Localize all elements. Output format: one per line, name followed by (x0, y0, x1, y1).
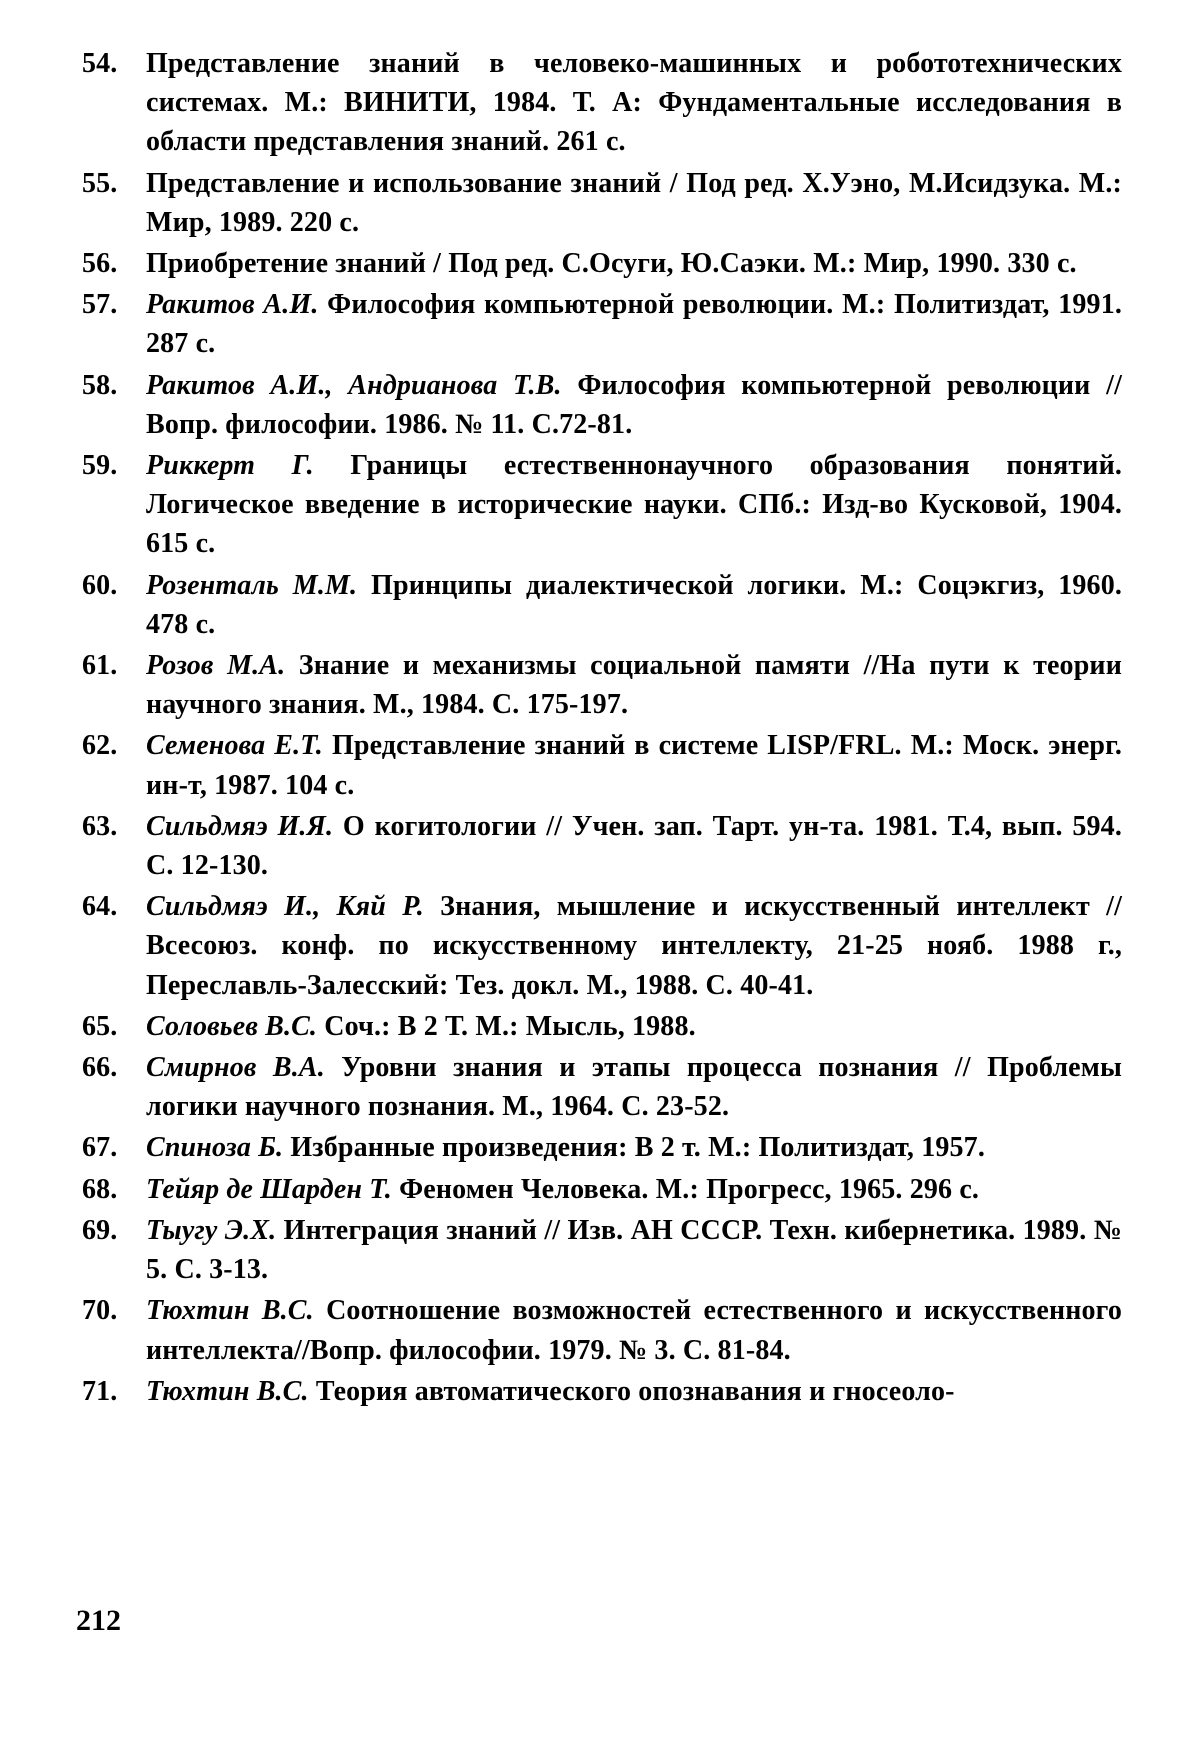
reference-author: Семенова Е.Т. (146, 730, 323, 762)
reference-number: 62. (82, 730, 118, 762)
reference-text: Приобретение знаний / Под ред. С.Осуги, Ю.Саэки. М.: Мир, 1990. 330 с. (146, 248, 1077, 280)
reference-text: Избранные произведения: В 2 т. М.: Политиздат, 1957. (290, 1132, 985, 1164)
reference-number: 63. (82, 810, 118, 842)
reference-number: 61. (82, 650, 118, 682)
reference-list (82, 44, 1122, 1413)
reference-entry (82, 366, 1122, 444)
reference-text: Уровни знания и этапы процесса познания // Проблемы логики научного познания. М., 1964. С. 23-52. (146, 1052, 1122, 1123)
reference-number: 59. (82, 450, 118, 482)
reference-text: Представление и использование знаний / Под ред. Х.Уэно, М.Исидзука. М.: Мир, 1989. 220 с. (146, 167, 1122, 238)
reference-number: 67. (82, 1132, 118, 1164)
reference-entry (82, 646, 1122, 724)
reference-text: Философия компьютерной революции. М.: Политиздат, 1991. 287 с. (146, 289, 1122, 360)
reference-text: О когитологии // Учен. зап. Тарт. ун-та. 1981. Т.4, вып. 594. С. 12-130. (146, 810, 1122, 882)
reference-text: Феномен Человека. М.: Прогресс, 1965. 296 с. (399, 1173, 980, 1205)
reference-author: Розенталь М.М. (146, 569, 358, 601)
reference-entry (82, 1007, 1122, 1046)
reference-number: 71. (82, 1375, 118, 1407)
reference-number: 60. (82, 569, 118, 601)
page-number: 212 (76, 1604, 121, 1637)
reference-author: Риккерт Г. (146, 450, 314, 482)
reference-entry (82, 1048, 1122, 1126)
reference-author: Спиноза Б. (146, 1132, 284, 1164)
reference-author: Сильдмяэ И., Кяй Р. (146, 891, 424, 923)
reference-text: Интеграция знаний // Изв. АН СССР. Техн. кибернетика. 1989. № 5. С. 3-13. (146, 1214, 1122, 1286)
reference-entry (82, 44, 1122, 162)
reference-entry (82, 1372, 1122, 1411)
reference-entry (82, 1170, 1122, 1209)
reference-text: Теория автоматического опознавания и гносеоло- (315, 1375, 955, 1407)
reference-text: Представление знаний в системе LISP/FRL. М.: Моск. энерг. ин-т, 1987. 104 с. (146, 730, 1122, 801)
reference-entry (82, 244, 1122, 283)
reference-author: Тюхтин В.С. (146, 1295, 314, 1327)
reference-entry (82, 164, 1122, 242)
reference-number: 56. (82, 248, 118, 280)
reference-text: Знания, мышление и искусственный интеллект // Всесоюз. конф. по искусственному интеллекту, 21-25 нояб. 1988 г., Переславль-Залесский: Тез. докл. М., 1988. С. 40-41. (146, 891, 1123, 1001)
reference-entry (82, 1211, 1122, 1289)
reference-number: 54. (82, 48, 118, 79)
reference-number: 66. (82, 1052, 118, 1084)
reference-author: Тюхтин В.С. (146, 1375, 309, 1407)
reference-number: 64. (82, 891, 118, 923)
reference-text: Границы естественнонаучного образования понятий. Логическое введение в исторические науки. СПб.: Изд-во Кусковой, 1904. 615 с. (146, 450, 1123, 560)
reference-number: 68. (82, 1173, 118, 1205)
reference-number: 65. (82, 1010, 118, 1042)
reference-entry (82, 1128, 1122, 1167)
reference-author: Соловьев В.С. (146, 1010, 318, 1042)
reference-entry (82, 285, 1122, 363)
reference-entry (82, 566, 1122, 644)
reference-author: Розов М.А. (146, 650, 286, 682)
reference-text: Соотношение возможностей естественного и искусственного интеллекта//Вопр. философии. 1979. № 3. С. 81-84. (146, 1295, 1123, 1366)
reference-text: Принципы диалектической логики. М.: Соцэкгиз, 1960. 478 с. (146, 569, 1122, 640)
reference-number: 58. (82, 369, 118, 401)
reference-entry (82, 726, 1122, 804)
reference-number: 57. (82, 289, 118, 321)
reference-author: Смирнов В.А. (146, 1052, 325, 1084)
reference-text: Знание и механизмы социальной памяти //На пути к теории научного знания. М., 1984. С. 175-197. (146, 650, 1122, 721)
reference-number: 69. (82, 1214, 118, 1246)
reference-entry (82, 446, 1122, 564)
reference-entry (82, 887, 1122, 1005)
reference-author: Тыугу Э.Х. (146, 1214, 277, 1246)
reference-author: Ракитов А.И. (146, 289, 319, 321)
reference-entry (82, 807, 1122, 885)
reference-text: Соч.: В 2 Т. М.: Мысль, 1988. (324, 1010, 696, 1042)
reference-author: Ракитов А.И., Андрианова Т.В. (146, 369, 562, 401)
reference-number: 55. (82, 167, 118, 199)
reference-entry (82, 1291, 1122, 1369)
reference-number: 70. (82, 1295, 118, 1327)
reference-author: Тейяр де Шарден Т. (146, 1173, 392, 1205)
reference-text: Философия компьютерной революции // Вопр. философии. 1986. № 11. С.72-81. (146, 369, 1122, 440)
reference-text: Представление знаний в человеко-машинных и робототехнических системах. М.: ВИНИТИ, 1984. Т. А: Фундаментальные исследования в области представления знаний. 261 с. (146, 48, 1122, 158)
reference-author: Сильдмяэ И.Я. (146, 810, 334, 842)
